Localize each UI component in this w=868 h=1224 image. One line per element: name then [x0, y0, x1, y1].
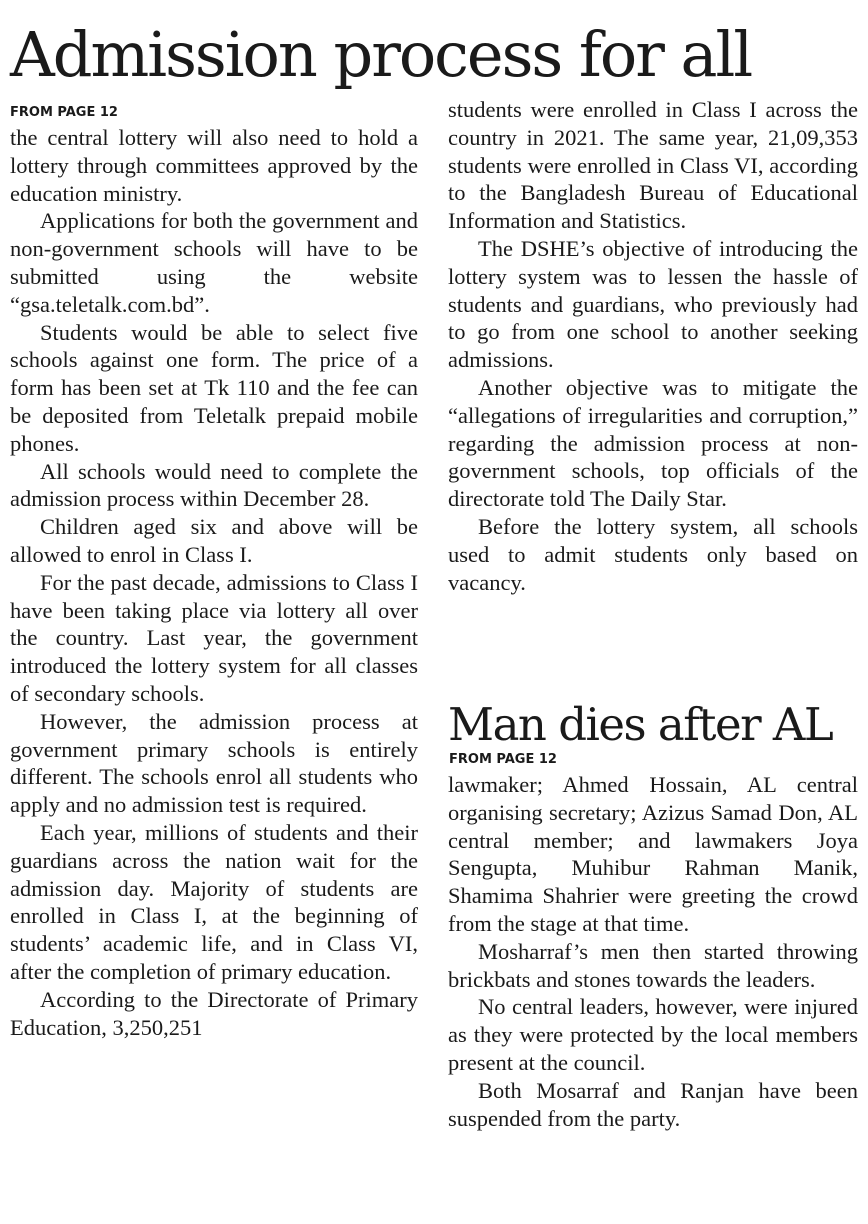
paragraph: Mosharraf’s men then started throwing brickbats and stones towards the leaders.	[448, 938, 858, 992]
second-article-headline: Man dies after AL	[448, 698, 833, 751]
paragraph: the central lottery will also need to hold a lottery through committees approved by the education ministry.	[10, 125, 418, 206]
paragraph: All schools would need to complete the admission process within December 28.	[10, 458, 418, 512]
paragraph: Each year, millions of students and their guardians across the nation wait for the admission day. Majority of students are enrolled in Class I, at the beginning of students’ academic life, and in Class VI, after the completion of primary education.	[10, 819, 418, 984]
paragraph: For the past decade, admissions to Class I have been taking place via lottery all over the country. Last year, the government introduced the lottery system for all classes of secondary schools.	[10, 569, 418, 706]
second-article-column	[448, 771, 858, 1211]
paragraph: According to the Directorate of Primary Education, 3,250,251	[10, 986, 418, 1040]
paragraph: Both Mosarraf and Ranjan have been suspended from the party.	[448, 1077, 858, 1131]
article-column-left	[10, 124, 418, 1224]
paragraph: Another objective was to mitigate the “allegations of irregularities and corruption,” regarding the admission process at non-government schools, top officials of the directorate told The Daily Star.	[448, 374, 858, 512]
paragraph: The DSHE’s objective of introducing the lottery system was to lessen the hassle of students and guardians, who previously had to go from one school to another seeking admissions.	[448, 235, 858, 373]
article-headline: Admission process for all	[10, 18, 752, 91]
paragraph: Before the lottery system, all schools used to admit students only based on vacancy.	[448, 513, 858, 595]
paragraph: However, the admission process at government primary schools is entirely different. The schools enrol all students who apply and no admission test is required.	[10, 708, 418, 818]
paragraph: Applications for both the government and non-government schools will have to be submitted using the website “gsa.teletalk.com.bd”.	[10, 208, 418, 317]
continued-from-label-second: FROM PAGE 12	[449, 752, 557, 767]
article-column-right	[448, 96, 858, 656]
paragraph: Students would be able to select five schools against one form. The price of a form has been set at Tk 110 and the fee can be deposited from Teletalk prepaid mobile phones.	[10, 319, 418, 456]
paragraph: Children aged six and above will be allowed to enrol in Class I.	[10, 514, 418, 567]
paragraph: lawmaker; Ahmed Hossain, AL central organising secretary; Azizus Samad Don, AL central member; and lawmakers Joya Sengupta, Muhibur Rahman Manik, Shamima Shahrier were greeting the crowd from the stage at that time.	[448, 772, 858, 936]
continued-from-label: FROM PAGE 12	[10, 105, 118, 120]
paragraph: No central leaders, however, were injured as they were protected by the local members present at the council.	[448, 994, 858, 1075]
paragraph: students were enrolled in Class I across the country in 2021. The same year, 21,09,353 students were enrolled in Class VI, according to the Bangladesh Bureau of Educational Information and Statistics.	[448, 97, 858, 234]
